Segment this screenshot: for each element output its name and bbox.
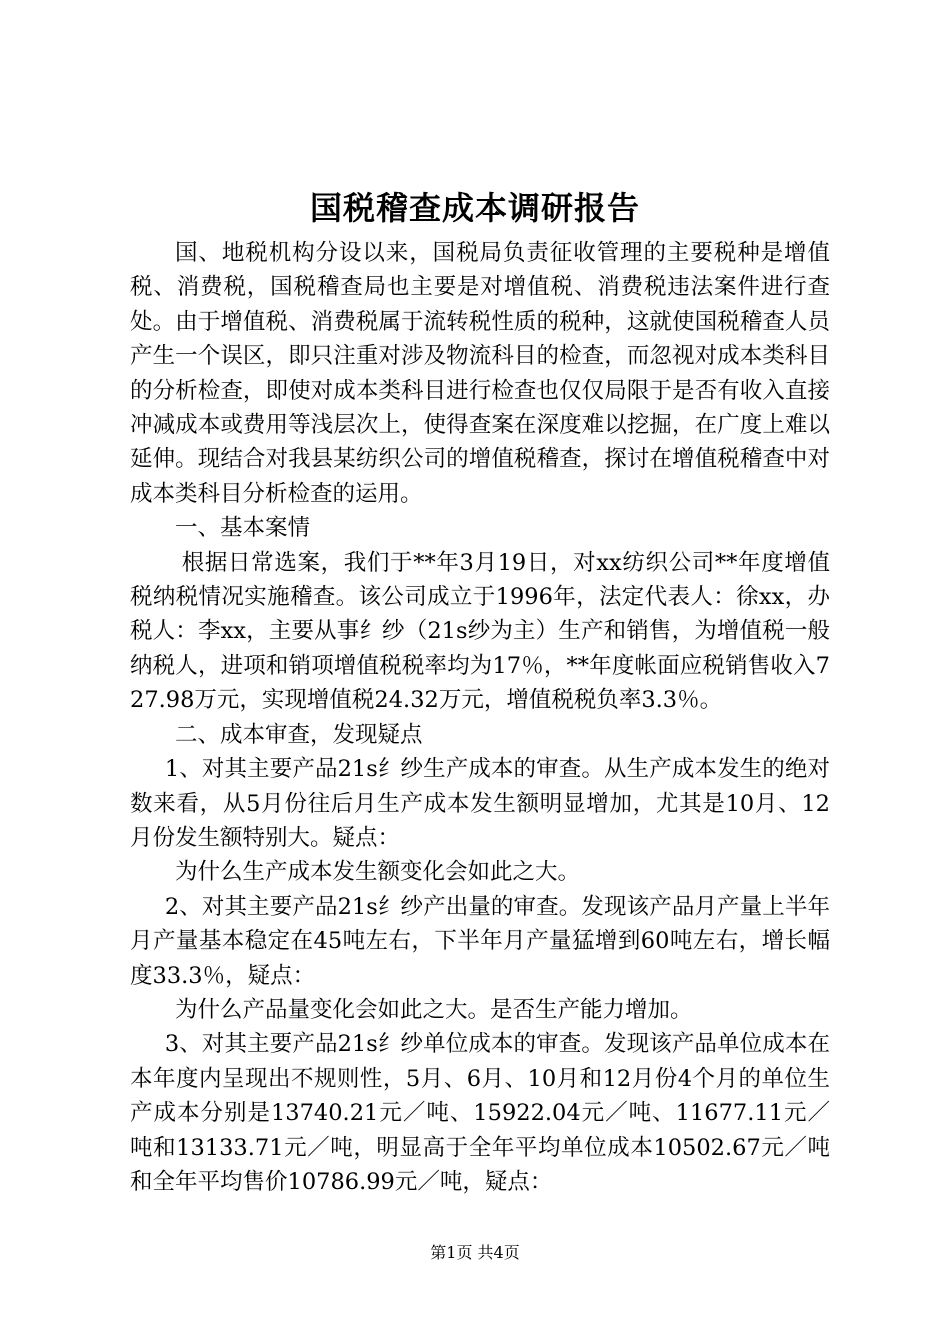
document-body	[130, 236, 830, 1199]
paragraph-question-volume: 为什么产品量变化会如此之大。是否生产能力增加。	[175, 996, 693, 1023]
paragraph-intro: 国、地税机构分设以来，国税局负责征收管理的主要税种是增值税、消费税，国税稽查局也主要是对增值税、消费税违法案件进行查处。由于增值税、消费税属于流转税性质的税种，这就使国税稽查人员产生一个误区，即只注重对涉及物流科目的检查，而忽视对成本类科目的分析检查，即使对成本类科目进行检查也仅仅局限于是否有收入直接冲减成本或费用等浅层次上，使得查案在深度难以挖掘，在广度上难以延伸。现结合对我县某纺织公司的增值税稽查，探讨在增值税稽查中对成本类科目分析检查的运用。	[130, 240, 830, 507]
paragraph-output-volume: 2、对其主要产品21s纟纱产出量的审查。发现该产品月产量上半年月产量基本稳定在45吨左右，下半年月产量猛增到60吨左右，增长幅度33.3％，疑点：	[130, 893, 830, 989]
document-title: 国税稽查成本调研报告	[309, 189, 640, 227]
paragraph-question-cost: 为什么生产成本发生额变化会如此之大。	[175, 859, 581, 886]
section-heading-basic-case: 一、基本案情	[175, 515, 311, 542]
page-footer: 第1页 共4页	[430, 1243, 520, 1262]
section-heading-cost-review: 二、成本审查，发现疑点	[175, 721, 423, 748]
paragraph-production-cost: 1、对其主要产品21s纟纱生产成本的审查。从生产成本发生的绝对数来看，从5月份往后月生产成本发生额明显增加，尤其是10月、12月份发生额特别大。疑点：	[130, 756, 830, 851]
paragraph-basic-case: 根据日常选案，我们于**年3月19日，对xx纺织公司**年度增值税纳税情况实施稽查。该公司成立于1996年，法定代表人：徐xx，办税人：李xx，主要从事纟纱（21s纱为主）生产和销售，为增值税一般纳税人，进项和销项增值税税率均为17％，**年度帐面应税销售收入727.98万元，实现增值税24.32万元，增值税税负率3.3％。	[130, 549, 830, 714]
paragraph-unit-cost: 3、对其主要产品21s纟纱单位成本的审查。发现该产品单位成本在本年度内呈现出不规则性，5月、6月、10月和12月份4个月的单位生产成本分别是13740.21元／吨、15922.04元／吨、11677.11元／吨和13133.71元／吨，明显高于全年平均单位成本10502.67元／吨和全年平均售价10786.99元／吨，疑点：	[130, 1031, 830, 1195]
